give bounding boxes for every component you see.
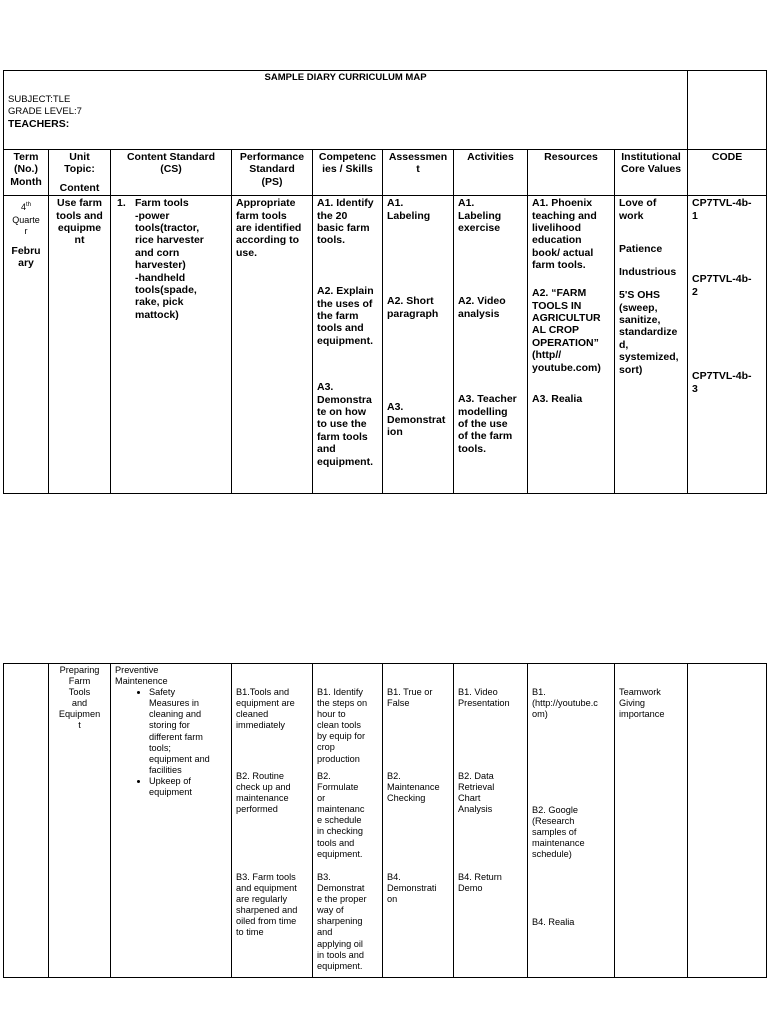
competency-a1: A1. Identify the 20 basic farm tools. bbox=[317, 197, 374, 247]
header-side-cell bbox=[688, 71, 767, 150]
code-2: CP7TVL-4b- 2 bbox=[692, 273, 752, 298]
competency-b3: B3. Demonstrat e the proper way of sharpening and applying oil in tools and equipment. bbox=[317, 872, 367, 971]
col-activities: Activities bbox=[467, 151, 514, 163]
code-cell bbox=[688, 196, 767, 494]
performance-standard-cell-2 bbox=[232, 664, 313, 978]
content-bullet-list bbox=[115, 687, 227, 798]
term-month: Febru ary bbox=[11, 245, 41, 270]
performance-b2: B2. Routine check up and maintenance performed bbox=[236, 771, 291, 815]
core-values-cell-2 bbox=[615, 664, 688, 978]
value-industrious: Industrious bbox=[619, 266, 677, 279]
col-assessment: Assessmen t bbox=[388, 151, 448, 176]
competency-a2: A2. Explain the uses of the farm tools and equipment. bbox=[317, 285, 374, 347]
resource-b1: B1. (http://youtube.c om) bbox=[532, 687, 598, 720]
list-item: • Safety Measures in cleaning and storing for different farm tools; equipment and facilities bbox=[149, 687, 227, 776]
assessment-cell-2 bbox=[383, 664, 454, 978]
teachers-label: TEACHERS: bbox=[8, 118, 70, 130]
competency-b1: B1. Identify the steps on hour to clean tools by equip for crop production bbox=[317, 687, 368, 764]
content-title-2: Preventive Maintenence bbox=[115, 665, 168, 687]
col-resources: Resources bbox=[544, 151, 598, 163]
assessment-b4: B4. Demonstrati on bbox=[387, 872, 437, 905]
activity-a2: A2. Video analysis bbox=[458, 295, 506, 320]
activity-b2: B2. Data Retrieval Chart Analysis bbox=[458, 771, 495, 815]
activity-b4: B4. Return Demo bbox=[458, 872, 502, 894]
unit-topic: Use farm tools and equipme nt bbox=[56, 197, 103, 247]
term-cell-empty bbox=[4, 664, 49, 978]
subject-label: SUBJECT:TLE bbox=[8, 94, 71, 105]
col-unit: Unit Topic: bbox=[64, 151, 95, 176]
resources-cell-2 bbox=[528, 664, 615, 978]
assessment-b2: B2. Maintenance Checking bbox=[387, 771, 440, 804]
competency-a3: A3. Demonstra te on how to use the farm tools and equipment. bbox=[317, 381, 374, 468]
curriculum-map-table-continued bbox=[3, 663, 767, 978]
term-cell bbox=[4, 196, 49, 494]
curriculum-map-table bbox=[3, 70, 767, 494]
assessment-a3: A3. Demonstrat ion bbox=[387, 401, 446, 439]
assessment-a1: A1. Labeling bbox=[387, 197, 431, 222]
activity-a1: A1. Labeling exercise bbox=[458, 197, 502, 235]
resources-cell bbox=[528, 196, 615, 494]
performance-b3: B3. Farm tools and equipment are regularly sharpened and oiled from time to time bbox=[236, 872, 298, 938]
content-list-number: 1. bbox=[117, 197, 126, 210]
assessment-b1: B1. True or False bbox=[387, 687, 433, 709]
value-patience: Patience bbox=[619, 243, 663, 256]
page-title: SAMPLE DIARY CURRICULUM MAP bbox=[264, 72, 427, 83]
activities-cell bbox=[454, 196, 528, 494]
content-standard-text: Farm tools -power tools(tractor, rice harvester and corn harvester) -handheld tools(spade, rake, pick mattock) bbox=[135, 197, 204, 321]
table-row bbox=[4, 196, 767, 494]
performance-standard: Appropriate farm tools are identified according to use. bbox=[236, 197, 302, 259]
grade-level-label: GRADE LEVEL:7 bbox=[8, 106, 82, 117]
assessment-cell bbox=[383, 196, 454, 494]
activity-b1: B1. Video Presentation bbox=[458, 687, 510, 709]
code-3: CP7TVL-4b- 3 bbox=[692, 370, 752, 395]
core-values-text-2: Teamwork Giving importance bbox=[619, 687, 665, 720]
col-term: Term (No.) Month bbox=[10, 151, 42, 188]
header-row bbox=[4, 71, 767, 150]
core-values-cell bbox=[615, 196, 688, 494]
col-core-values: Institutional Core Values bbox=[620, 151, 682, 176]
content-standard-cell bbox=[111, 196, 232, 494]
resource-b2: B2. Google (Research samples of maintenance schedule) bbox=[532, 805, 585, 860]
competencies-cell bbox=[313, 196, 383, 494]
activity-a3: A3. Teacher modelling of the use of the farm tools. bbox=[458, 393, 517, 455]
list-item: • Upkeep of equipment bbox=[149, 776, 227, 798]
col-unit-sub: Content bbox=[59, 181, 100, 194]
assessment-a2: A2. Short paragraph bbox=[387, 295, 439, 320]
col-content-standard: Content Standard (CS) bbox=[126, 151, 216, 176]
performance-b1: B1.Tools and equipment are cleaned immediately bbox=[236, 687, 295, 731]
code-1: CP7TVL-4b- 1 bbox=[692, 197, 752, 222]
table-row bbox=[4, 664, 767, 978]
resource-a3: A3. Realia bbox=[532, 393, 583, 406]
col-performance-standard: Performance Standard (PS) bbox=[239, 151, 305, 188]
term-quarter: 4th Quarte r bbox=[12, 202, 40, 237]
activities-cell-2 bbox=[454, 664, 528, 978]
col-code: CODE bbox=[711, 151, 743, 163]
value-5s-ohs: 5'S OHS (sweep, sanitize, standardize d, systemized, sort) bbox=[619, 289, 679, 376]
value-love-of-work: Love of work bbox=[619, 197, 657, 222]
resource-a2: A2. “FARM TOOLS IN AGRICULTUR AL CROP OPERATION” (http// youtube.com) bbox=[532, 287, 601, 374]
header-cell bbox=[4, 71, 688, 150]
resource-a1: A1. Phoenix teaching and livelihood education book/ actual farm tools. bbox=[532, 197, 597, 272]
column-header-row bbox=[4, 150, 767, 196]
content-standard-cell-2 bbox=[111, 664, 232, 978]
competency-b2: B2. Formulate or maintenanc e schedule in checking tools and equipment. bbox=[317, 771, 365, 859]
col-competencies: Competenc ies / Skills bbox=[318, 151, 377, 176]
resource-b4: B4. Realia bbox=[532, 917, 575, 927]
code-cell-empty bbox=[688, 664, 767, 978]
competencies-cell-2 bbox=[313, 664, 383, 978]
unit-topic-2: Preparing Farm Tools and Equipmen t bbox=[58, 665, 101, 731]
